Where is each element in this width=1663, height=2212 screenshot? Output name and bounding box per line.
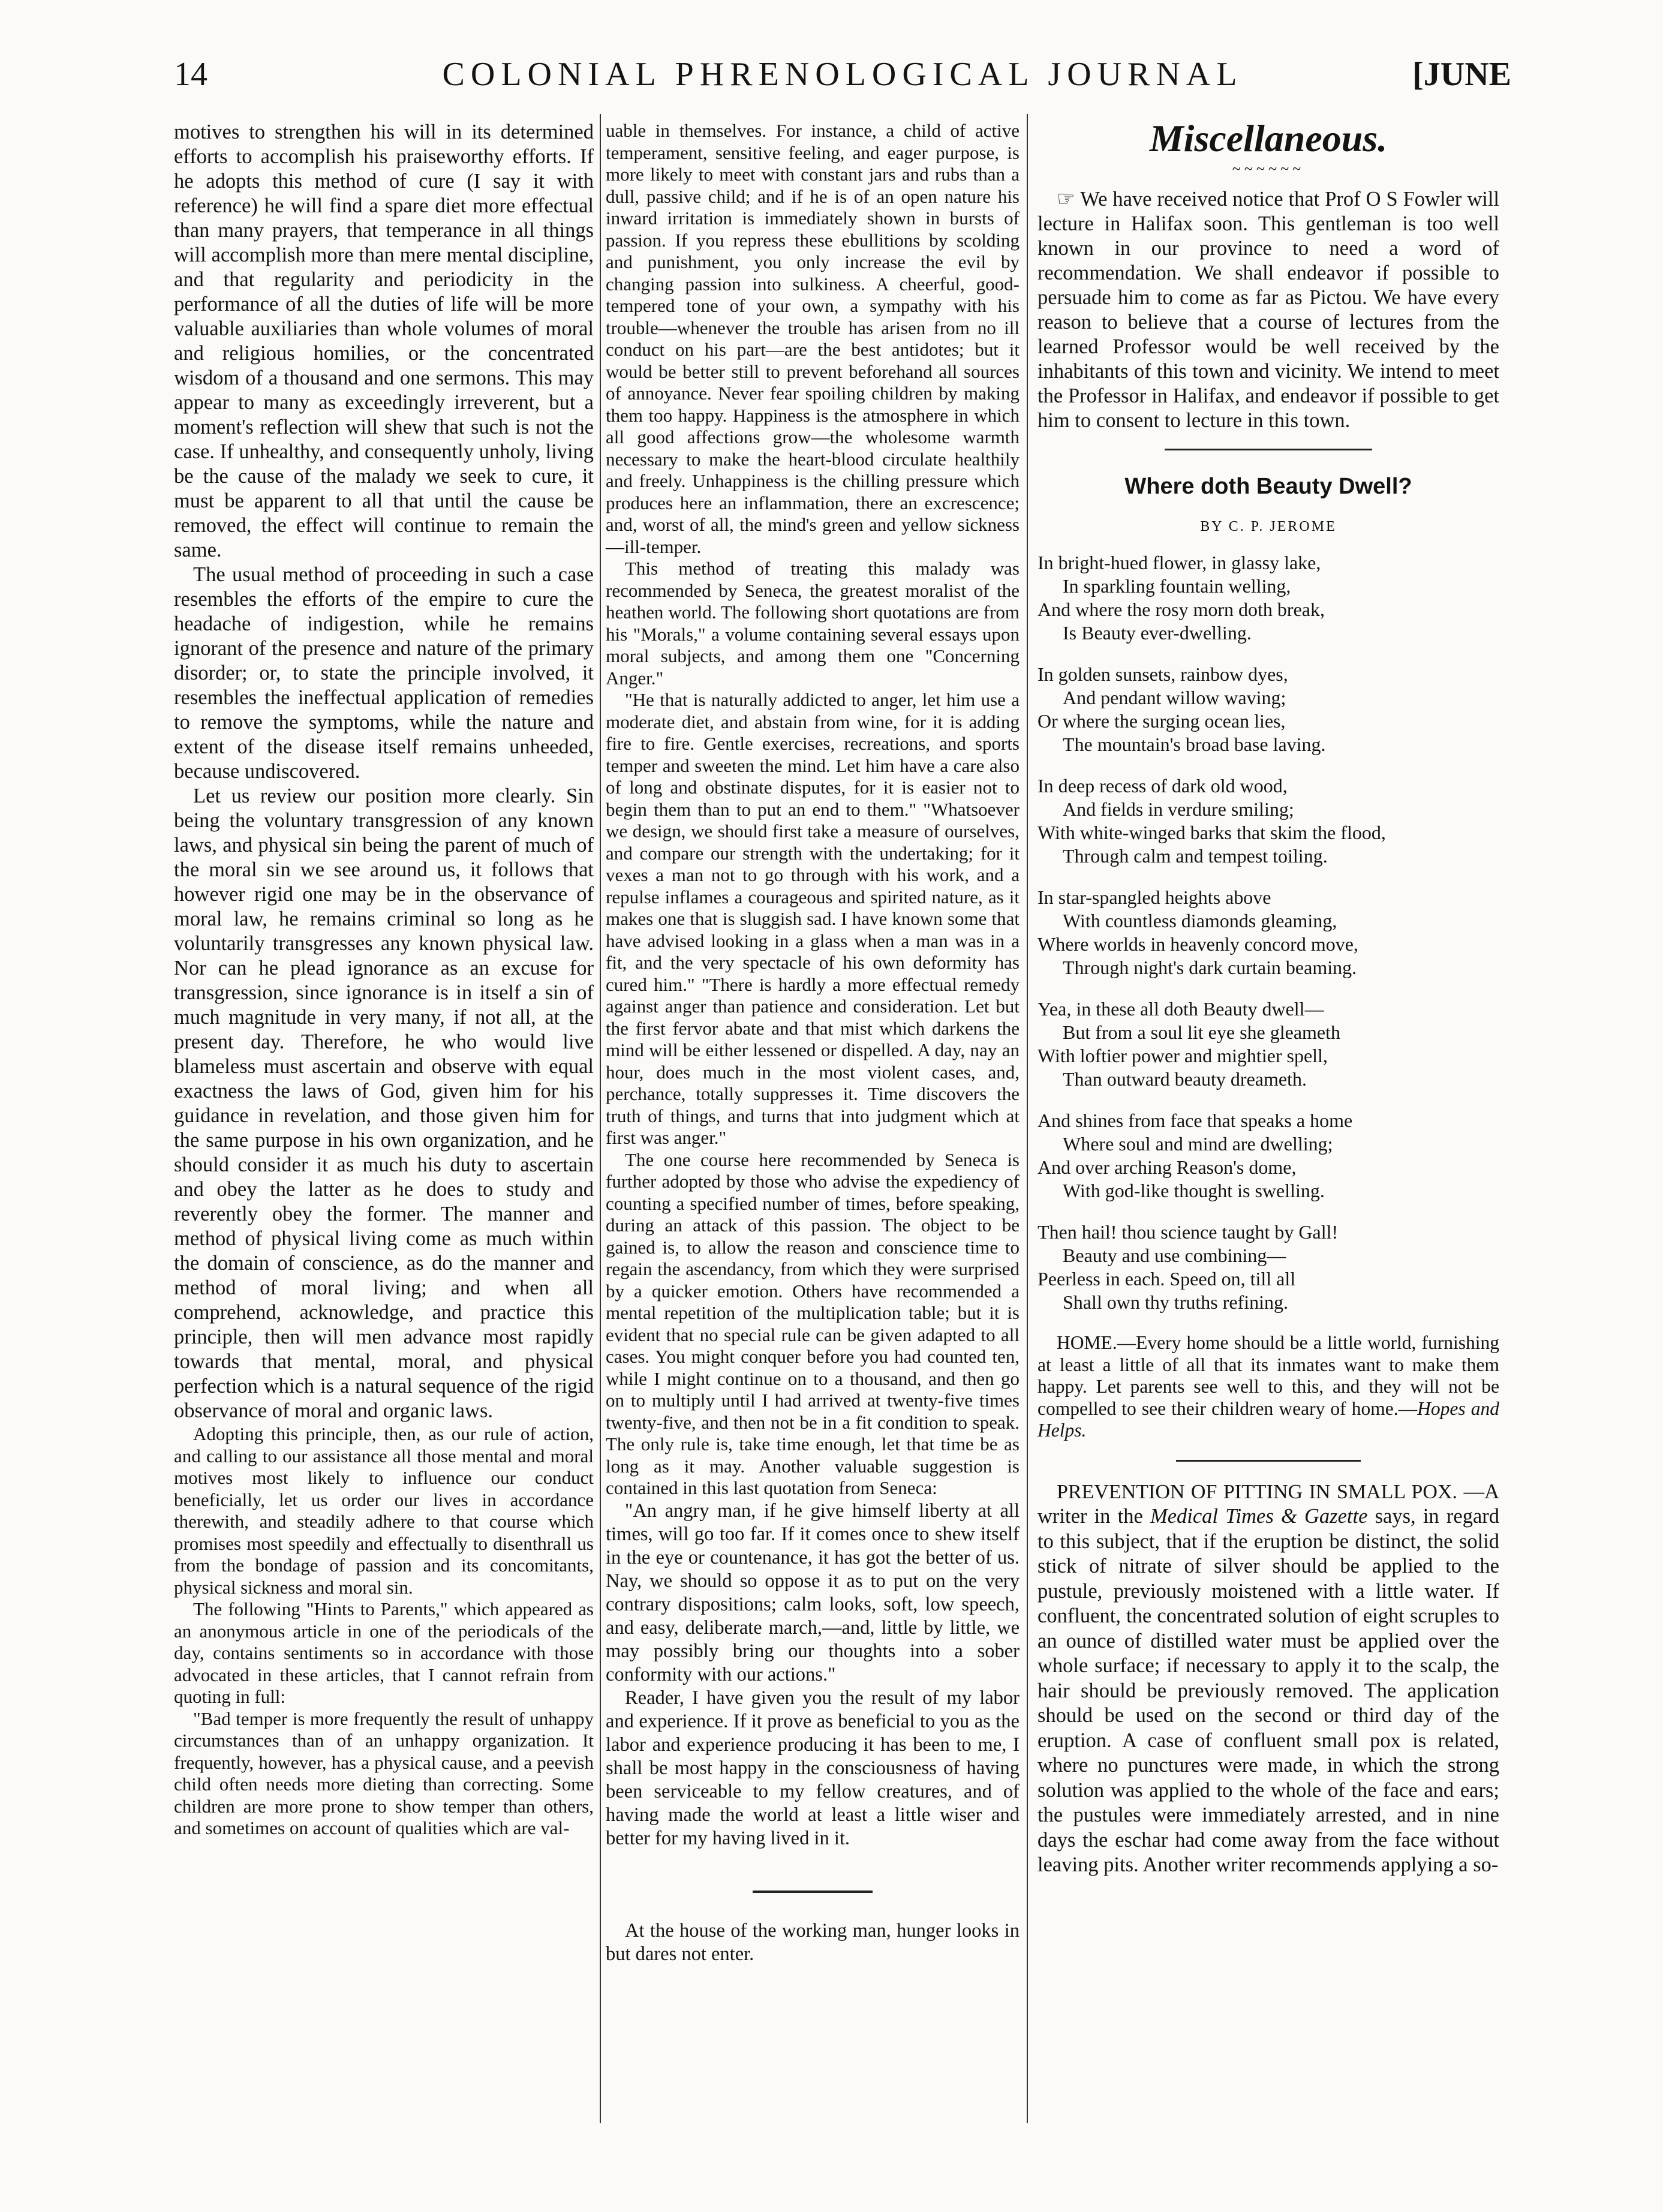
poem-line: Peerless in each. Speed on, till all [1038, 1268, 1296, 1290]
poem-stanza [1038, 997, 1499, 1091]
prevention-text: says, in regard to this subject, that if the eruption be distinct, the solid stick of nitrate of silver should be applied to the pustule, previously moistened with a little water. If confluent, the concentrated solution of eight scruples to an ounce of distilled water must be applied over the whole surface; if necessary to apply it to the scalp, the hair should be previously removed. The application should be used on the second or third day of the eruption. A case of confluent small pox is related, where no punctures were made, in which the strong solution was applied to the whole of the face and ears; the pustules were immediately arrested, and in nine days the eschar had come away from the face without leaving pits. Another writer recommends applying a so- [1038, 1505, 1499, 1876]
column-right [1038, 117, 1499, 1878]
poem-line: Or where the surging ocean lies, [1038, 710, 1286, 732]
poem-line: And shines from face that speaks a home [1038, 1110, 1353, 1131]
poem-line: And fields in verdure smiling; [1063, 798, 1294, 820]
paragraph: Adopting this principle, then, as our rule of action, and calling to our assistance all those mental and moral motives most likely to influence our conduct beneficially, let us order our lives in accordance therewith, and steadily adhere to that course which promises most speedily and effectually to disenthrall us from the bondage of passion and its concomitants, physical sickness and moral sin. [174, 1423, 594, 1598]
poem-stanza [1038, 774, 1499, 868]
home-text: —Every home should be a little world, furnishing at least a little of all that its inmates want to make them happy. Let parents see well to this, and they will not be compelled to see their children weary of home.— [1038, 1332, 1499, 1419]
journal-citation: Medical Times & Gazette [1150, 1505, 1368, 1528]
page-number: 14 [174, 56, 208, 93]
poem-line: In deep recess of dark old wood, [1038, 775, 1288, 797]
paragraph: The one course here recommended by Seneca is further adopted by those who advise the expediency of counting a specified number of times, before speaking, during an attack of this passion. The object to be gained is, to allow the reason and conscience time to regain the ascendancy, from which they were surprised by a quicker emotion. Others have recommended a mental repetition of the multiplication table; but it is evident that no special rule can be given adapted to all cases. You might conquer before you had counted ten, while I might continue on to a thousand, and then go on to multiply until I had arrived at twenty-five times twenty-five, and then not be in a fit condition to speak. The only rule is, take time enough, let that time be as long as it may. Another valuable suggestion is contained in this last quotation from Seneca: [606, 1149, 1020, 1498]
poem-line: With white-winged barks that skim the flood, [1038, 822, 1386, 843]
poem-stanza [1038, 886, 1499, 979]
paragraph: The usual method of proceeding in such a case resembles the efforts of the empire to cure the headache of indigestion, while he remains ignorant of the presence and nature of the primary disorder; or, to state the principle involved, it resembles the ineffectual application of remedies to remove the symptoms, while the nature and extent of the disease itself remains unheeded, because undiscovered. [174, 563, 594, 783]
quotation: "Bad temper is more frequently the result of unhappy circumstances than of an unhappy organization. It frequently, however, has a physical cause, and a peevish child often needs more dieting than correcting. Some children are more prone to show temper than others, and sometimes on account of qualities which are val- [174, 1708, 594, 1838]
column-left [174, 120, 594, 1840]
prevention-text: —A writer in the [1038, 1480, 1499, 1528]
poem-line: Is Beauty ever-dwelling. [1063, 622, 1252, 644]
journal-title: COLONIAL PHRENOLOGICAL JOURNAL [442, 56, 1243, 93]
poem-line: With loftier power and mightier spell, [1038, 1045, 1328, 1066]
poem-line: Yea, in these all doth Beauty dwell— [1038, 998, 1324, 1020]
poem-stanza [1038, 663, 1499, 756]
poem-line: In golden sunsets, rainbow dyes, [1038, 663, 1288, 685]
section-divider [1165, 449, 1373, 450]
column-rule-right [1027, 114, 1028, 2123]
poem-line: Then hail! thou science taught by Gall! [1038, 1221, 1339, 1243]
poem-title: Where doth Beauty Dwell? [1124, 474, 1412, 499]
poem-line: Than outward beauty dreameth. [1063, 1068, 1307, 1090]
section-divider [1176, 1460, 1361, 1462]
poem-line: Beauty and use combining— [1063, 1245, 1286, 1266]
poem-byline: BY C. P. JEROME [1200, 519, 1337, 534]
paragraph: This method of treating this malady was recommended by Seneca, the greatest moralist of the heathen world. The following short quotations are from his "Morals," a volume containing several essays upon moral subjects, and among them one "Concerning Anger." [606, 558, 1020, 689]
paragraph: Let us review our position more clearly. Sin being the voluntary transgression of any known laws, and physical sin being the parent of much of the moral sin we see around us, it follows that however rigid one may be in the observance of moral law, he remains criminal so long as he voluntarily transgresses any known physical law. Nor can he plead ignorance as an excuse for transgression, since ignorance is in itself a sin of much magnitude in very many, if not all, at the present day. Therefore, he who would live blameless must ascertain and observe with equal exactness the laws of God, given him for his guidance in revelation, and those given him for the same purpose in his own organization, and he should consider it as much his duty to ascertain and obey the latter as he does to study and reverently obey the former. The manner and method of physical living come as much within the domain of conscience, as do the manner and method of moral living; and when all comprehend, acknowledge, and practice this principle, then will men advance most rapidly towards that mental, moral, and physical perfection which is a natural sequence of the rigid observance of moral and organic laws. [174, 785, 594, 1422]
poem-line: In bright-hued flower, in glassy lake, [1038, 552, 1321, 573]
poem-line: Through calm and tempest toiling. [1063, 845, 1328, 867]
poem-line: Where worlds in heavenly concord move, [1038, 933, 1358, 955]
paragraph: At the house of the working man, hunger looks in but dares not enter. [606, 1919, 1020, 1965]
poem-line: Where soul and mind are dwelling; [1063, 1133, 1333, 1155]
home-paragraph [1038, 1332, 1499, 1442]
decorative-flourish: ~~~~~~ [1232, 160, 1305, 178]
section-divider [606, 1874, 1020, 1899]
poem-line: With god-like thought is swelling. [1063, 1180, 1325, 1201]
poem-stanza [1038, 551, 1499, 645]
section-heading: Miscellaneous. [1149, 117, 1388, 160]
poem-line: Through night's dark curtain beaming. [1063, 957, 1357, 978]
issue-month: [JUNE [1412, 56, 1511, 93]
home-label: HOME. [1057, 1332, 1117, 1353]
paragraph: motives to strengthen his will in its determined efforts to accomplish his praiseworthy efforts. If he adopts this method of cure (I say it with reference) he will find a spare diet more effectual than many prayers, that temperance in all things will accomplish more than mere mental discipline, and that regularity and periodicity in the performance of all the duties of life will be more valuable auxiliaries than whole volumes of moral and religious homilies, or the concentrated wisdom of a thousand and one sermons. This may appear to many as exceedingly irreverent, but a moment's reflection will shew that such is not the case. If unhealthy, and consequently unholy, living be the cause of the malady we seek to cure, it must be apparent to all that until the cause be removed, the effect will continue to remain the same. [174, 121, 594, 561]
poem-line: With countless diamonds gleaming, [1063, 910, 1337, 931]
quotation: "He that is naturally addicted to anger, let him use a moderate diet, and abstain from wine, for it is adding fire to fire. Gentle exercises, recreations, and sports temper and sweeten the mind. Let him have a care also of long and obstinate disputes, for it is easier not to begin them than to put an end to them." "Whatsoever we design, we should first take a measure of ourselves, and compare our strength with the undertaking; for it vexes a man not to go through with his work, and a repulse inflames a courageous and spirited nature, as it makes one that is sluggish sad. I have known some that have advised looking in a glass when a man was in a fit, and the very spectacle of his own deformity has cured him." "There is hardly a more effectual remedy against anger than patience and consideration. Let but the first fervor abate and that mist which darkens the mind will be either lessened or dispelled. A day, nay an hour, does much in the most violent cases, and, perchance, totally suppresses it. Time discovers the truth of things, and turns that into judgment which at first was anger." [606, 689, 1020, 1148]
column-middle [606, 120, 1020, 1966]
prevention-heading: PREVENTION OF PITTING IN SMALL POX. [1057, 1480, 1457, 1503]
paragraph: The following "Hints to Parents," which appeared as an anonymous article in one of the periodicals of the day, contains sentiments so in accordance with those advocated in these articles, that I cannot refrain from quoting in full: [174, 1598, 594, 1707]
quotation: "An angry man, if he give himself liberty at all times, will go too far. If it comes once to shew itself in the eye or countenance, it has got the better of us. Nay, we should so oppose it as to put on the very contrary dispositions; calm looks, soft, low speech, and easy, deliberate march,—and, little by little, we may possibly bring our thoughts into a sober conformity with our actions." [606, 1499, 1020, 1685]
poem-stanza [1038, 1221, 1499, 1314]
paragraph: ☞ We have received notice that Prof O S Fowler will lecture in Halifax soon. This gentleman is too well known in our province to need a word of recommendation. We shall endeavor if possible to persuade him to come as far as Pictou. We have every reason to believe that a course of lectures from the learned Professor would be well received by the inhabitants of this town and vicinity. We intend to meet the Professor in Halifax, and endeavor if possible to get him to consent to lecture in this town. [1038, 188, 1499, 432]
poem-line: And where the rosy morn doth break, [1038, 599, 1325, 620]
prevention-paragraph [1038, 1480, 1499, 1878]
page-header [174, 55, 1511, 103]
poem-line: In sparkling fountain welling, [1063, 575, 1291, 597]
home-source: Hopes and Helps. [1038, 1397, 1499, 1441]
poem-line: And over arching Reason's dome, [1038, 1156, 1297, 1178]
poem [1038, 551, 1499, 1314]
column-rule-left [600, 114, 601, 2123]
poem-stanza [1038, 1109, 1499, 1203]
paragraph: Reader, I have given you the result of my labor and experience. If it prove as beneficial to you as the labor and experience producing it has been to me, I shall be most happy in the consciousness of having been serviceable to my fellow creatures, and of having made the world at least a little wiser and better for my having lived in it. [606, 1687, 1020, 1849]
poem-line: And pendant willow waving; [1063, 687, 1286, 708]
poem-line: In star-spangled heights above [1038, 886, 1271, 908]
poem-line: The mountain's broad base laving. [1063, 734, 1326, 755]
quotation: uable in themselves. For instance, a child of active temperament, sensitive feeling, and eager purpose, is more likely to meet with constant jars and rubs than a dull, passive child; and if he is of an open nature his inward irritation is immediately shown in bursts of passion. If you repress these ebullitions by scolding and punishment, you only increase the evil by changing passion into sulkiness. A cheerful, good-tempered tone of your own, a sympathy with his trouble—whenever the trouble has arisen from no ill conduct on his part—are the best antidotes; but it would be better still to prevent beforehand all sources of annoyance. Never fear spoiling children by making them too happy. Happiness is the atmosphere in which all good affections grow—the wholesome warmth necessary to make the heart-blood circulate healthily and freely. Unhappiness is the chilling pressure which produces here an inflammation, there an excrescence; and, worst of all, the mind's green and yellow sickness—ill-temper. [606, 120, 1020, 557]
poem-line: But from a soul lit eye she gleameth [1063, 1021, 1340, 1043]
poem-line: Shall own thy truths refining. [1063, 1291, 1288, 1313]
